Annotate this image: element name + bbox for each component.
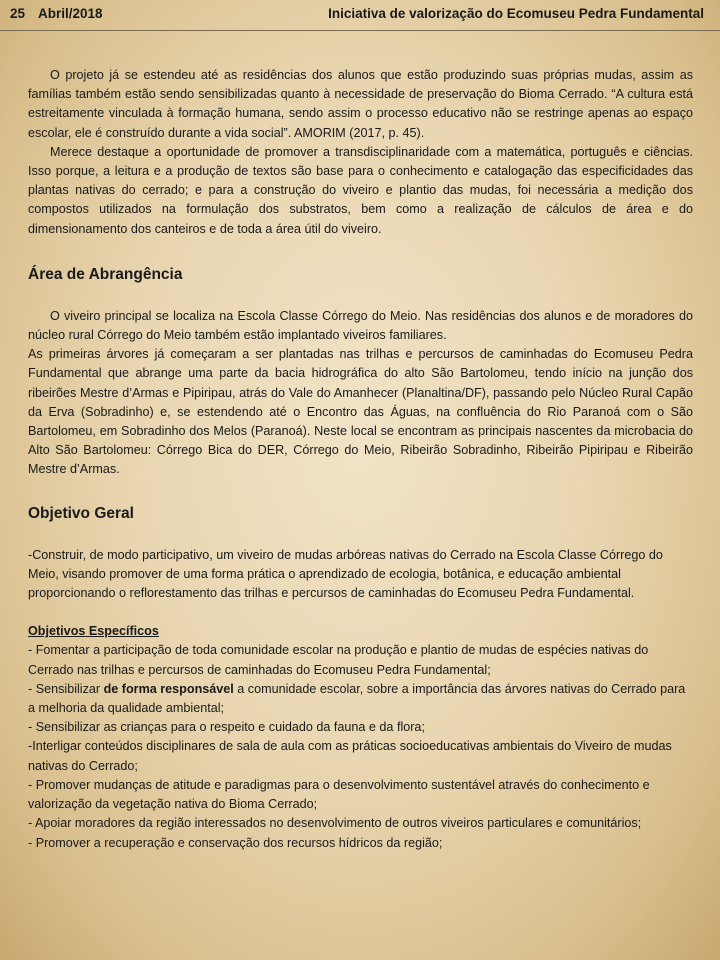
- article-body: [28, 66, 693, 853]
- heading-area: Área de Abrangência: [28, 265, 183, 283]
- paragraph-transdisciplinarity: Merece destaque a oportunidade de promover a transdisciplinaridade com a matemática, português e ciências. Isso porque, a leitura e a produção de textos são base para o conhecimento e catalogação das especificidades das plantas nativas do cerrado; e para a construção do viveiro e plantio das mudas, foi necessária a medição dos compostos utilizados na formulação dos substratos, bem como a realização de cálculos de área e do dimensionamento dos canteiros e de toda a área útil do viveiro.: [28, 144, 693, 236]
- specific-objective-item: - Sensibilizar de forma responsável a comunidade escolar, sobre a importância das árvores nativas do Cerrado para a melhoria da qualidade ambiental;: [28, 681, 686, 716]
- heading-general-objective: Objetivo Geral: [28, 504, 134, 522]
- specific-objective-item: - Fomentar a participação de toda comunidade escolar na produção e plantio de mudas de espécies nativas do Cerrado nas trilhas e percursos de caminhadas do Ecomuseu Pedra Fundamental;: [28, 643, 649, 677]
- specific-objective-item: - Apoiar moradores da região interessados no desenvolvimento de outros viveiros particulares e comunitários;: [28, 816, 642, 831]
- page-header: [0, 0, 720, 31]
- page-number: 25: [10, 6, 26, 21]
- paragraph-coverage: As primeiras árvores já começaram a ser plantadas nas trilhas e percursos de caminhadas do Ecomuseu Pedra Fundamental que abrange uma parte da bacia hidrográfica do alto São Bartolomeu, tendo início na junção dos ribeirões Mestre d’Armas e Pipiripau, atrás do Vale do Amanhecer (Planaltina/DF), passando pelo Núcleo Rural Capão da Erva (Sobradinho) e, se estendendo até o Encontro das Águas, na confluência do Rio Paranoá com o São Bartolomeu, em Sobradinho dos Melos (Paranoá). Neste local se encontram as principais nascentes da microbacia do Alto São Bartolomeu: Córrego Bica do DER, Córrego do Meio, Ribeirão Sobradinho, Ribeirão Pipiripau e Ribeirão Mestre d’Armas.: [28, 347, 693, 477]
- running-title: Iniciativa de valorização do Ecomuseu Pedra Fundamental: [328, 6, 704, 21]
- emphasis-text: de forma responsável: [103, 681, 234, 696]
- paragraph-location: O viveiro principal se localiza na Escola Classe Córrego do Meio. Nas residências dos alunos e de moradores do núcleo rural Córrego do Meio também estão implantado viveiros familiares.: [28, 308, 693, 343]
- paragraph-intro: O projeto já se estendeu até as residências dos alunos que estão produzindo suas próprias mudas, assim as famílias também estão sendo sensibilizadas quanto à necessidade de preservação do Bioma Cerrado. “A cultura está estreitamente vinculada à formação humana, sendo assim o processo educativo não se restringe apenas ao espaço escolar, ele é construído durante a vida social”. AMORIM (2017, p. 45).: [28, 68, 693, 140]
- specific-objective-item: - Promover mudanças de atitude e paradigmas para o desenvolvimento sustentável através do conhecimento e valorização da vegetação nativa do Bioma Cerrado;: [28, 777, 650, 812]
- specific-objective-item: - Sensibilizar as crianças para o respeito e cuidado da fauna e da flora;: [28, 720, 425, 735]
- specific-objective-item: -Interligar conteúdos disciplinares de sala de aula com as práticas socioeducativas ambientais do Viveiro de mudas nativas do Cerrado;: [28, 739, 672, 773]
- heading-specific-objectives: Objetivos Específicos: [28, 624, 159, 639]
- specific-objective-item: - Promover a recuperação e conservação dos recursos hídricos da região;: [28, 835, 443, 850]
- paragraph-general-objective: -Construir, de modo participativo, um viveiro de mudas arbóreas nativas do Cerrado na Escola Classe Córrego do Meio, visando promover de uma forma prática o aprendizado de ecologia, botânica, e educação ambiental proporcionando o reflorestamento das trilhas e percursos de caminhadas do Ecomuseu Pedra Fundamental.: [28, 547, 663, 601]
- issue-date: Abril/2018: [38, 6, 103, 21]
